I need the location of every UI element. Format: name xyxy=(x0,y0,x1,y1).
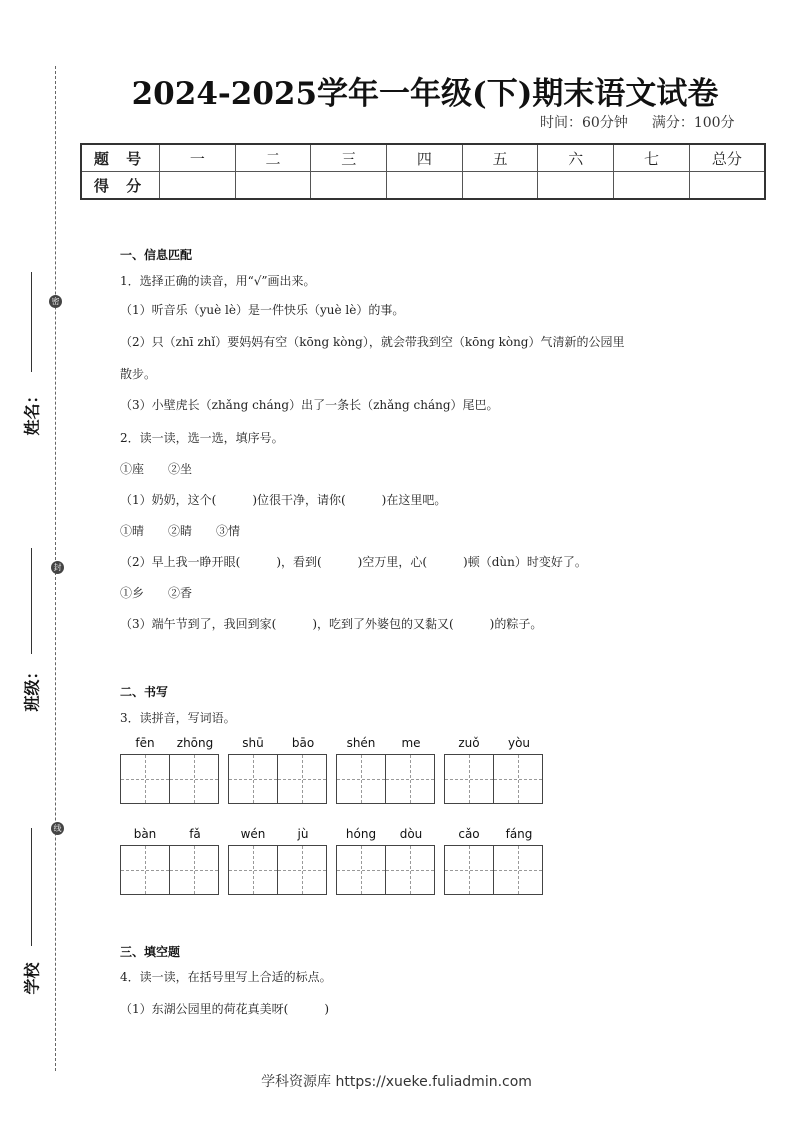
pinyin-syllable: fēn xyxy=(135,736,155,750)
writing-grid-box[interactable] xyxy=(385,845,435,895)
score-cell[interactable] xyxy=(614,172,690,200)
pinyin-syllable: yòu xyxy=(507,736,531,750)
pinyin-word-group xyxy=(336,827,436,909)
page-title: 2024-2025学年一年级(下)期末语文试卷 xyxy=(131,76,719,112)
score-header-cell: 二 xyxy=(235,144,311,172)
writing-grid-box[interactable] xyxy=(336,754,386,804)
score-header-cell: 一 xyxy=(160,144,236,172)
score-cell[interactable] xyxy=(462,172,538,200)
score-cell[interactable] xyxy=(538,172,614,200)
score-table xyxy=(80,143,766,200)
pinyin-word-group xyxy=(228,827,328,909)
writing-grid-box[interactable] xyxy=(336,845,386,895)
q3-title: 3．读拼音，写词语。 xyxy=(120,711,236,725)
pinyin-word-group xyxy=(120,736,220,818)
pinyin-syllable: zuǒ xyxy=(458,736,480,750)
pinyin-syllable: hóng xyxy=(345,827,377,841)
section1-heading: 一、信息匹配 xyxy=(120,248,193,262)
pinyin-syllable: me xyxy=(401,736,421,750)
full-score: 满分：100分 xyxy=(651,115,735,131)
q4-item-1: （1）东湖公园里的荷花真美呀( ) xyxy=(120,1002,329,1016)
writing-grid-box[interactable] xyxy=(277,754,327,804)
time-info xyxy=(540,112,735,132)
pinyin-syllable: wén xyxy=(240,827,266,841)
pinyin-word-group xyxy=(444,736,544,818)
score-header-cell: 题 号 xyxy=(81,144,160,172)
pinyin-syllable: jù xyxy=(297,827,309,841)
pinyin-syllable: shū xyxy=(242,736,264,750)
pinyin-word-group xyxy=(228,736,328,818)
q2-options-3: ①乡 ②香 xyxy=(120,586,193,600)
seal-mark-feng: 封 xyxy=(51,561,64,574)
writing-grid-box[interactable] xyxy=(169,845,219,895)
score-cell[interactable] xyxy=(235,172,311,200)
q1-item-2: （2）只（zhī zhǐ）要妈妈有空（kōng kòng），就会带我到空（kōng kòng）气清新的公园里 xyxy=(120,335,625,349)
writing-grid-box[interactable] xyxy=(493,845,543,895)
writing-grid-box[interactable] xyxy=(120,754,170,804)
score-header-cell: 三 xyxy=(311,144,387,172)
score-header-cell: 七 xyxy=(614,144,690,172)
q2-item-3: （3）端午节到了，我回到家( )，吃到了外婆包的又黏又( )的粽子。 xyxy=(120,617,543,631)
writing-grid-box[interactable] xyxy=(228,754,278,804)
pinyin-syllable: fǎ xyxy=(189,827,201,841)
q2-options-2: ①晴 ②睛 ③情 xyxy=(120,524,241,538)
pinyin-syllable: dòu xyxy=(399,827,423,841)
score-table-score-row xyxy=(81,172,765,200)
section3-heading: 三、填空题 xyxy=(120,945,181,959)
score-row-label: 得 分 xyxy=(81,172,160,200)
score-table-header-row xyxy=(81,144,765,172)
seal-mark-xian: 线 xyxy=(51,822,64,835)
q2-options-1: ①座 ②坐 xyxy=(120,462,193,476)
score-cell[interactable] xyxy=(387,172,463,200)
q1-item-2-cont: 散步。 xyxy=(120,367,157,381)
footer-watermark: 学科资源库 https://xueke.fuliadmin.com xyxy=(261,1074,532,1090)
pinyin-syllable: fáng xyxy=(505,827,533,841)
writing-grid-box[interactable] xyxy=(444,754,494,804)
writing-grid-box[interactable] xyxy=(277,845,327,895)
pinyin-syllable: bāo xyxy=(291,736,315,750)
writing-grid-box[interactable] xyxy=(120,845,170,895)
time-limit: 时间：60分钟 xyxy=(540,115,628,131)
name-label: 姓名： xyxy=(22,387,42,436)
score-cell[interactable] xyxy=(689,172,765,200)
seal-mark-mi: 密 xyxy=(49,295,62,308)
class-underline xyxy=(31,548,32,654)
q4-title: 4．读一读，在括号里写上合适的标点。 xyxy=(120,970,332,984)
pinyin-syllable: bàn xyxy=(133,827,157,841)
q2-item-2: （2）早上我一睁开眼( )，看到( )空万里，心( )顿（dùn）时变好了。 xyxy=(120,555,587,569)
school-label: 学校 xyxy=(22,962,42,995)
writing-grid-box[interactable] xyxy=(228,845,278,895)
q2-item-1: （1）奶奶，这个( )位很干净，请你( )在这里吧。 xyxy=(120,493,447,507)
q1-title: 1．选择正确的读音，用“√”画出来。 xyxy=(120,274,316,288)
pinyin-word-group xyxy=(120,827,220,909)
pinyin-syllable: shén xyxy=(346,736,376,750)
score-header-cell: 四 xyxy=(387,144,463,172)
writing-grid-box[interactable] xyxy=(493,754,543,804)
writing-grid-box[interactable] xyxy=(385,754,435,804)
score-cell[interactable] xyxy=(160,172,236,200)
section2-heading: 二、书写 xyxy=(120,685,169,699)
writing-grid-box[interactable] xyxy=(444,845,494,895)
pinyin-syllable: cǎo xyxy=(458,827,480,841)
q1-item-1: （1）听音乐（yuè lè）是一件快乐（yuè lè）的事。 xyxy=(120,303,405,317)
pinyin-syllable: zhōng xyxy=(176,736,214,750)
name-underline xyxy=(31,272,32,372)
school-underline xyxy=(31,828,32,946)
score-header-cell: 六 xyxy=(538,144,614,172)
q2-title: 2．读一读，选一选，填序号。 xyxy=(120,431,284,445)
pinyin-word-group xyxy=(444,827,544,909)
class-label: 班级： xyxy=(22,663,42,712)
q1-item-3: （3）小壁虎长（zhǎng cháng）出了一条长（zhǎng cháng）尾巴。 xyxy=(120,398,499,412)
score-header-cell: 五 xyxy=(462,144,538,172)
score-cell[interactable] xyxy=(311,172,387,200)
score-header-cell: 总分 xyxy=(689,144,765,172)
pinyin-word-group xyxy=(336,736,436,818)
writing-grid-box[interactable] xyxy=(169,754,219,804)
